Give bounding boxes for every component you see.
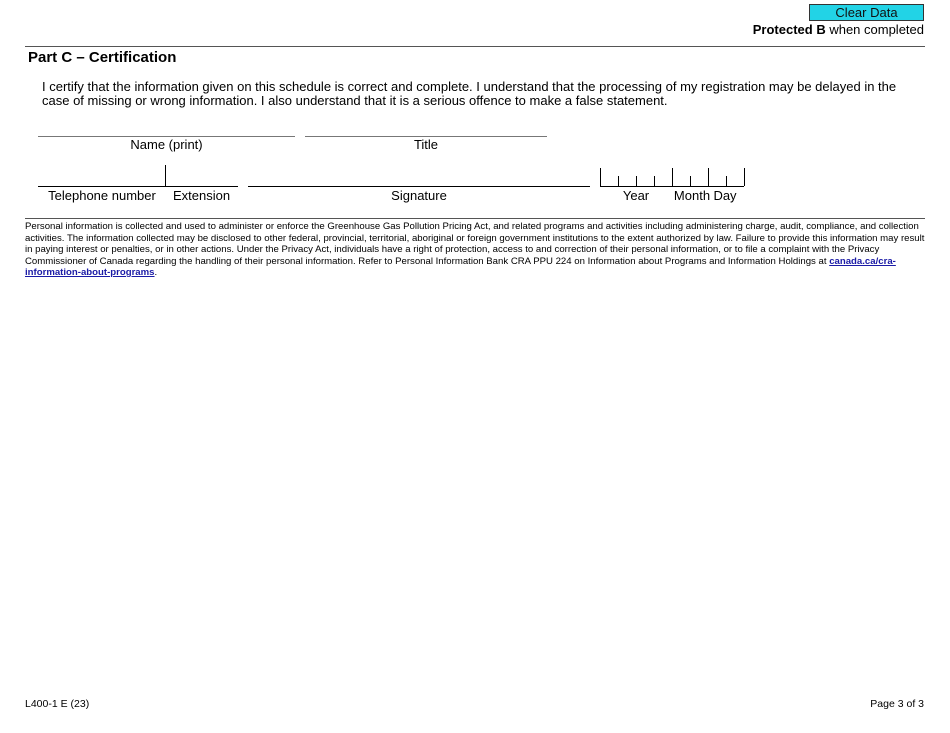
privacy-divider	[25, 218, 925, 219]
signature-label: Signature	[391, 188, 447, 203]
certification-statement: I certify that the information given on this schedule is correct and complete. I understand that the processing of my registration may be delayed in the case of missing or wrong information. I also understand that it is a serious offence to make a false statement.	[42, 79, 897, 108]
telephone-field[interactable]	[38, 186, 238, 187]
page-number: Page 3 of 3	[870, 698, 924, 710]
month-label: Month	[673, 188, 711, 203]
protected-b-bold: Protected B	[752, 22, 826, 37]
signature-field[interactable]	[248, 186, 590, 187]
date-tick	[690, 176, 691, 186]
date-tick	[654, 176, 655, 186]
date-field[interactable]	[600, 186, 744, 187]
extension-divider	[165, 165, 166, 186]
privacy-end: .	[154, 267, 158, 278]
title-label: Title	[413, 137, 439, 152]
day-label: Day	[713, 188, 737, 203]
part-c-title: Part C – Certification	[28, 49, 177, 66]
extension-label: Extension	[172, 188, 231, 203]
privacy-notice	[25, 221, 927, 279]
date-tick	[636, 176, 637, 186]
telephone-label: Telephone number	[48, 188, 156, 203]
date-tick	[600, 168, 601, 186]
clear-data-button[interactable]: Clear Data	[809, 4, 924, 21]
date-tick	[726, 176, 727, 186]
header-divider	[25, 46, 925, 47]
privacy-link[interactable]: canada.ca/cra-information-about-programs	[25, 255, 896, 278]
date-tick	[618, 176, 619, 186]
form-identifier: L400-1 E (23)	[25, 698, 90, 710]
protected-b-notice	[753, 22, 924, 37]
privacy-text: Personal information is collected and used to administer or enforce the Greenhouse Gas Pollution Pricing Act, and related programs and activities including administering charge, audit, compliance, and collection activities. The information collected may be disclosed to other federal, provincial, territorial, aboriginal or foreign government institutions to the extent authorized by law. Failure to provide this information may result in paying interest or penalties, or in other actions. Under the Privacy Act, individuals have a right of protection, access to and correction of their personal information, or to file a complaint with the Privacy Commissioner of Canada regarding the handling of their personal information. Refer to Personal Information Bank CRA PPU 224 on Information about Programs and Information Holdings at	[25, 221, 925, 267]
year-label: Year	[622, 188, 650, 203]
name-label: Name (print)	[130, 137, 203, 152]
date-tick	[672, 168, 673, 186]
date-tick	[708, 168, 709, 186]
date-tick	[744, 168, 745, 186]
protected-b-rest: when completed	[825, 22, 924, 37]
